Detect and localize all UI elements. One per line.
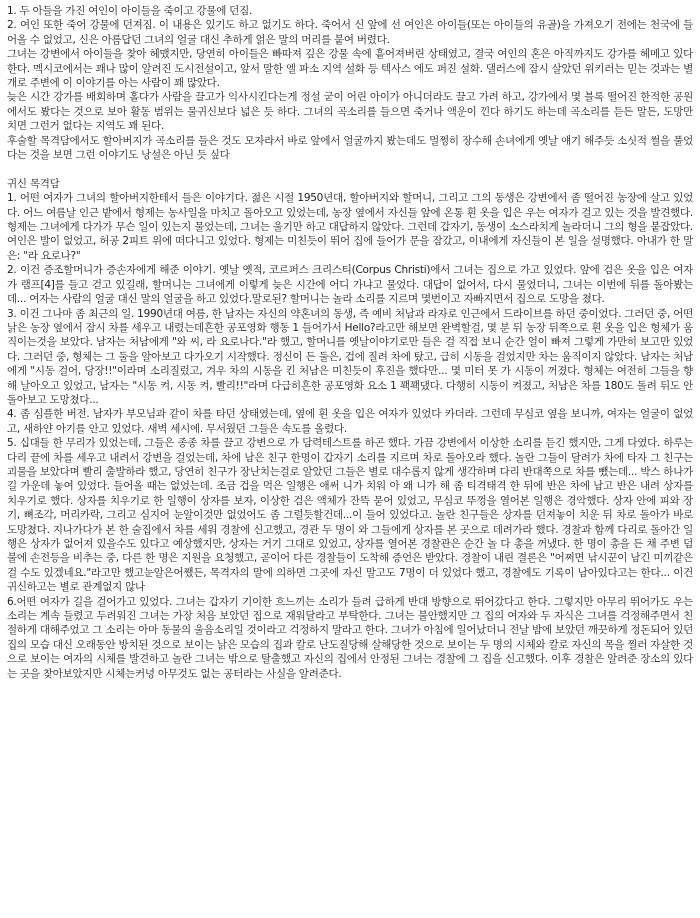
sighting-5: 5. 십대들 한 무리가 있었는데, 그들은 종종 차를 끌고 강변으로 가 담력테스트를 하곤 했다. 가끔 강변에서 이상한 소리를 듣긴 했지만, 그게 다였다. 하루는 다리 끝에 차를 세우고 내려서 강변을 걸었는데, 차에 남은 친구 한명이 갑자기 소리를 지르며 차로 돌아오라 했다. 놀란 그들이 달려가 차에 타자 그 친구는 괴물을 보았다며 빨리 출발하라 했고, 당연히 친구가 장난치는걸로 알았던 그들은 별로 대수롭지 않게 생각하며 다리 반대쪽으로 차를 뺐는데... 박스 하나가 길 가운데 놓여 있었다. 들어올 때는 없었는데. 조금 겁을 먹은 일행은 애써 니가 치워 아 왜 니가 해 좀 티격태격 한 뒤에 반은 차에 남고 반은 내려 상자를 치우기로 했다. 상자를 치우기로 한 일행이 상자를 보자, 이상한 검은 액체가 잔뜩 묻어 있었고, 무심코 뚜껑을 열어본 일행은 경악했다. 상자 안에 피와 장기, 뼈조각, 머리카락, 그리고 심지어 눈알이것만 없었어도 좀 그럴듯할건데...이 들어 있었다고. 놀란 친구들은 상자를 던져놓이 치운 뒤 차로 돌아가 바로 도망쳤다. 지나가다가 본 한 술집에서 차를 세워 경찰에 신고했고, 경관 두 명이 와 그들에게 상자를 본 곳으로 데려가라 했다. 경찰과 함께 다리로 돌아간 일행은 상자가 없어져 있을수도 있다고 예상했지만, 상자는 거기 그대로 있었고, 상자를 열어본 경찰관은 순간 놀 다 총을 꺼냈다. 한 명이 총을 든 채 주변 덤불에 손전등을 비추는 중, 다른 한 명은 지원을 요청했고, 곧이어 다른 경찰들이 도착해 증언은 받았다. 경찰이 내린 결론은 "어쩌면 낚시꾼이 남긴 미끼같은 걸 수도 있겠네요."라고만 했고눈알은어쨌든, 목격자의 말에 의하면 그곳에 자신 말고도 7명이 더 있었다 했고, 경찰에도 기록이 남아있다고는 한다... 이건 귀신하고는 별로 관계없지 않나 xyxy=(7,437,693,594)
section-heading: 귀신 목격담 xyxy=(7,177,60,190)
paragraph-1: 1. 두 아들을 가진 여인이 아이들을 죽이고 강물에 던짐. xyxy=(7,5,253,17)
paragraph-2: 2. 여인 또한 죽어 강물에 던져짐. 이 내용은 있기도 하고 없기도 하다. 죽어서 신 앞에 선 여인은 아이들(또는 아이들의 유골)을 가져오기 전에는 천국에 들어올 수 없었고, 신은 아름답던 그녀의 얼굴 대신 추하게 얽은 말의 머리를 붙여 버렸다. xyxy=(7,19,693,46)
sighting-3: 3. 이건 그나마 좀 최근의 일. 1990년대 여름, 한 남자는 자신의 약혼녀의 동생, 즉 예비 처남과 라자로 인근에서 드라이브를 하던 중이었다. 그러던 중, 어떤 낡은 농장 옆에서 잠시 차를 세우고 내렸는데흔한 공포영화 행동 1 들어가서 Hello?라고만 해보면 완벽할걸, 몇 분 뒤 농장 뒤쪽으로 흰 옷을 입은 형체가 움직이는것을 보았다. 남자는 처남에게 "와 씨, 라 요로나다."라 했고, 할머니를 옛날이야기로만 들은 걸 직접 보니 순간 얼이 빠져 그렇게 가만히 보고만 있었다. 그러던 중, 형체는 그 둘을 알아보고 다가오기 시작했다. 정신이 든 둘은, 겁에 질려 차에 탔고, 급히 시동을 걸었지만 차는 움직이지 않았다. 남자는 처남에게 "시동 걸어, 당장!!"이라며 소리질렀고, 겨우 차의 시동을 킨 처남은 미친듯이 후진을 했다만... 몇 미터 못 가 시동이 꺼졌다. 형체는 여전히 그들을 향해 날아오고 있었고, 남자는 "시동 켜, 시동 켜, 빨리!!"라며 다급히흔한 공포영화 요소 1 꽥꽥댔다. 다행히 시동이 켜졌고, 처남은 차를 180도 돌려 뒤도 안 돌아보고 도망쳤다... xyxy=(7,307,693,406)
sighting-4: 4. 좀 심플한 버전. 남자가 부모님과 같이 차를 타던 상태였는데, 옆에 흰 옷을 입은 여자가 있었다 카더라. 그런데 무심코 옆을 보니까, 여자는 얼굴이 없었고, 새하얀 아기를 안고 있었다. 새벽 세시에. 무서웠던 그들은 속도를 올렸다. xyxy=(7,408,693,435)
sighting-1: 1. 어떤 여자가 그녀의 할아버지한테서 들은 이야기다. 젊은 시절 1950년대, 할아버지와 할머니, 그리고 그의 동생은 강변에서 좀 떨어진 농장에 살고 있었다. 어느 여름날 인근 밭에서 형제는 농사일을 마치고 돌아오고 있었는데, 농장 옆에서 자신들 앞에 온통 흰 옷을 입은 우는 여자가 걸고 있는 것을 발견했다. 형제는 그녀에게 다가가 무슨 일이 있는지 물었는데, 그녀는 울기만 하고 대답하지 않았다. 그런데 갑자기, 동생이 소스라치게 놀라더니 그의 형을 붙잡았다. 여인은 발이 없었고, 허공 2피트 위에 떠다니고 있었다. 형제는 미친듯이 뛰어 집에 들어가 문을 잠갔고, 이내에게 자신들이 본 일을 설명했다. 아내가 한 말은: "라 요로나?" xyxy=(7,192,693,262)
paragraph-4: 늦은 시간 강가를 배회하며 홀다가 사람을 끌고가 익사시킨다는게 정설 굳이 어린 아이가 아니더라도 끌고 가려 하고, 강가에서 몇 블록 떨어진 한적한 공원에서도 봤다는 것으로 보아 활동 범위는 물귀신보다 넓은 듯 하다. 그녀의 곡소리를 들으면 죽거나 액운이 낀다 하기도 하는데 곡소리를 듣든 말든, 도망만 치면 그런거 없다는 지역도 꽤 된다. xyxy=(7,91,693,133)
paragraph-5: 후술할 목격담에서도 할아버지가 곡소리를 들은 것도 모자라서 바로 앞에서 얼굴까지 봤는데도 멀쩡히 장수해 손녀에게 옛날 얘기 해주듯 소싯적 썰을 풀었다는 것을 보면 그런 이야기도 낭설은 아닌 듯 싶다 xyxy=(7,134,693,162)
sighting-6: 6.어떤 여자가 길을 걸어가고 있었다. 그녀는 갑자기 기이한 흐느끼는 소리가 들려 급하게 반대 방향으로 뛰어갔다고 한다. 그렇지만 아무리 뛰어가도 우는 소리는 계속 들렸고 두려워진 그녀는 가장 처음 보았던 집으로 재워달라고 부탁한다. 그녀는 불안했지만 그 집의 여자와 두 자식은 그녀를 걱정해주면서 친절하게 대해주었고 그 소리는 아마 동물의 울음소리일 것이라고 걱정하지 말라고 한다. 그녀가 아침에 일어났더니 전날 밤에 보았던 깨끗하게 정돈되어 있던 집의 모습 대신 오래동안 방치된 것으로 보이는 낡은 모습의 집과 칼로 난도질당해 살해당한 것으로 보이는 두 명의 시체와 칼로 자신의 목을 찔러 자살한 것으로 보이는 여자의 시체를 발견하고 놀란 그녀는 밖으로 탈출했고 자신의 집에서 안정된 그녀는 경찰에 그 집을 신고했다. 이후 경찰은 알려준 장소의 있다는 곳을 찾아보았지만 시체는커녕 아무것도 없는 공터라는 사실을 알려준다. xyxy=(7,595,693,680)
blank-line xyxy=(7,162,693,176)
paragraph-3: 그녀는 강변에서 아이들을 찾아 헤맸지만, 당연히 아이들은 빠따져 깊은 강물 속에 흩어져버린 상태였고, 결국 여인의 혼은 아직까지도 강가를 헤메고 있다 한다. 멕시코에서는 꽤나 많이 알려진 도시전설이고, 앞서 말한 엘 파소 지역 설화 등 텍사스 에도 퍼진 설화. 댈러스에 잠시 살았던 위키러는 믿는 것과는 별개로 주변에 이 이야기를 아는 사람이 꽤 많았다. xyxy=(7,48,693,90)
sighting-2: 2. 이건 증조할머니가 증손자에게 해준 이야기. 옛날 옛적, 코르퍼스 크리스티(Corpus Christi)에서 그녀는 집으로 가고 있었다. 앞에 검은 옷을 입은 여자가 램프[4]를 들고 걷고 있길래, 할머니는 그녀에게 이렇게 늦은 시간에 어디 가냐고 물었다. 대답이 없어서, 다시 물었더니, 그녀는 이번에 뒤를 돌아봤는데... 여자는 사람의 얼굴 대신 말의 얼굴을 하고 있었다.말로된? 할머니는 놀라 소리를 지르며 몇번이고 자빠지면서 집으로 도망을 쳤다. xyxy=(7,264,693,306)
